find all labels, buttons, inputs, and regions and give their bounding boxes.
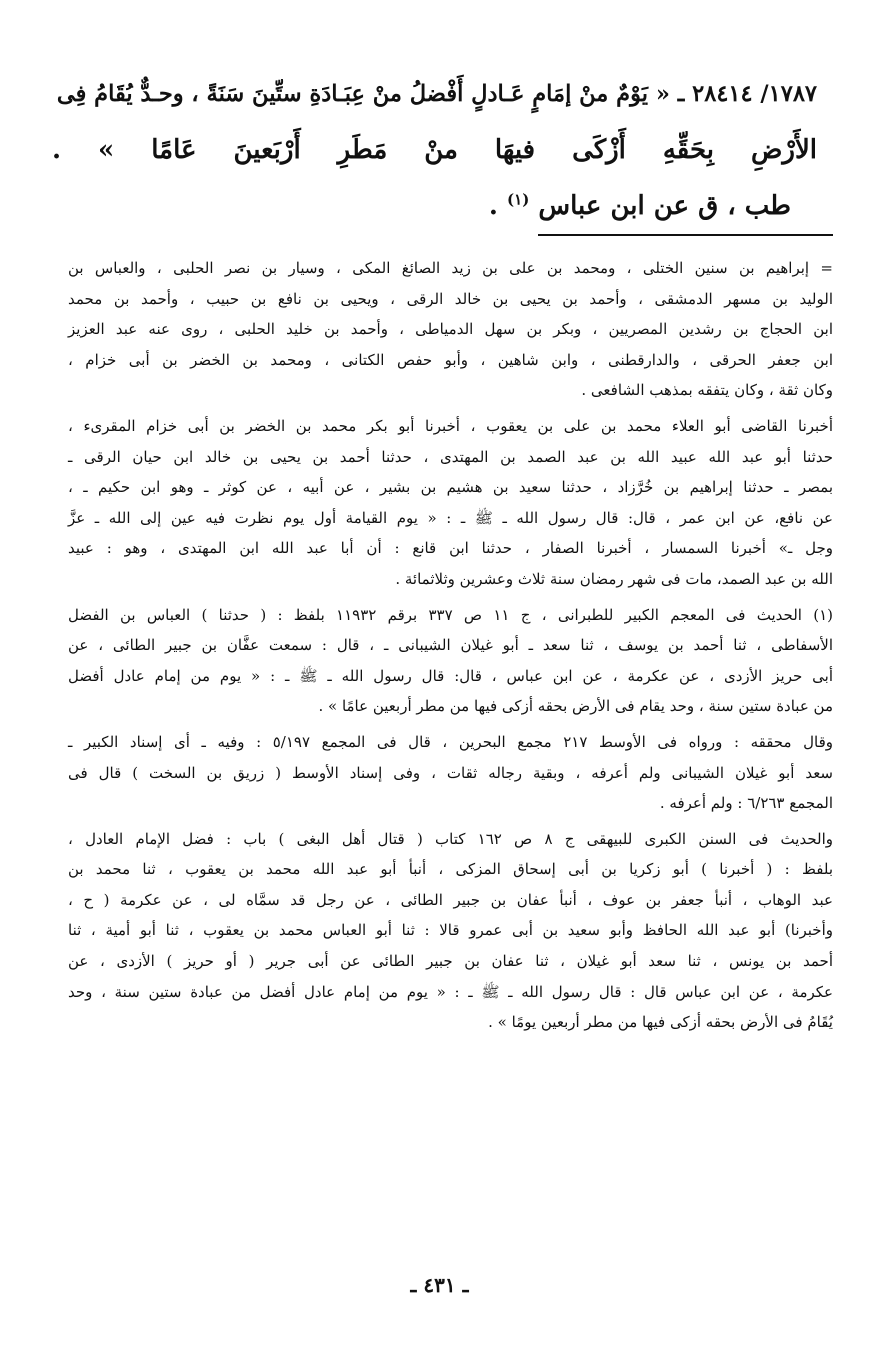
hadith-source	[52, 178, 817, 234]
hadith-text	[52, 66, 817, 234]
hadith-source-end: .	[488, 191, 508, 221]
footnote-line: والحديث فى السنن الكبرى للبيهقى ج ٨ ص ١٦٢ كتاب ( قتال أهل البغى ) باب : فضل الإمام العادل ،	[68, 829, 833, 848]
footnote-line: سعد أبو غيلان الشيبانى ولم أعرفه ، وبقية رجاله ثقات ، وفى إسناد الأوسط ( زريق بن السخت ) قال فى	[68, 763, 833, 782]
footnotes	[68, 253, 833, 1038]
footnote-line: أبى حريز الأزدى ، عن عكرمة ، عن ابن عباس ، قال: قال رسول الله ـ ﷺ ـ : « يوم من إمام عادل أفضل	[68, 666, 833, 685]
footnote-line: ابن جعفر الحرقى ، والدارقطنى ، وابن شاهين ، وأبو حفص الكتانى ، ومحمد بن الخضر بن أبى خزام ،	[68, 350, 833, 369]
footnote-line: المجمع ٦/٢٦٣ : ولم أعرفه .	[659, 794, 833, 813]
footnote-line: الوليد بن مسهر الدمشقى ، وأحمد بن يحيى بن خالد الرقى ، ويحيى بن نافع بن حبيب ، وأحمد بن محمد	[68, 289, 833, 308]
footnote-line: عن نافع، عن ابن عمر ، قال: قال رسول الله ـ ﷺ ـ : « يوم القيامة أول يوم نظرت فيه عين إلى الله ـ عزَّ	[68, 508, 833, 527]
footnote-line: وقال محققه : ورواه فى الأوسط ٢١٧ مجمع البحرين ، قال فى المجمع ٥/١٩٧ : وفيه ـ أى إسناد الكبير ـ	[68, 732, 833, 751]
hadith-line: ١٧٨٧/ ٢٨٤١٤ ـ « يَوْمٌ منْ إمَامٍ عَـادلٍ أَفْضلُ منْ عِبَـادَةِ ستِّينَ سَنَةً ، وحـدٌّ يُقَامُ فِى	[56, 81, 817, 107]
footnote-line: وجل ـ» أخبرنا السمسار ، أخبرنا الصفار ، حدثنا ابن قانع : أن أبا عبد الله ابن المهتدى ، وهو : عبيد	[68, 539, 833, 558]
footnote-line: (١) الحديث فى المعجم الكبير للطبرانى ، ج ١١ ص ٣٣٧ برقم ١١٩٣٢ بلفظ : ( حدثنا ) العباس بن الفضل	[68, 605, 833, 624]
footnote-line: الله بن عبد الصمد، مات فى شهر رمضان سنة ثلاث وعشرين وثلاثمائة .	[395, 569, 833, 588]
footnote-line: من عبادة ستين سنة ، وحد يقام فى الأرض بحقه أزكى فيها من مطر أربعين عامًا » .	[318, 697, 833, 716]
footnote-separator	[538, 234, 833, 236]
footnote-line: وأخبرنا) أبو عبد الله الحافظ وأبو سعيد بن أبى عمرو قالا : ثنا أبو العباس محمد بن يعقوب ، ثنا أبو أمية ، ثنا	[68, 921, 833, 940]
footnote-line: أحمد بن يونس ، ثنا سعد أبو غيلان ، ثنا عفان بن جبير الطائى عن أبى جرير ( أو حريز ) الأزدى ، عن	[68, 952, 833, 971]
footnote-line: عكرمة ، عن ابن عباس قال : قال رسول الله ـ ﷺ ـ : « يوم من إمام عادل أفضل من عبادة ستين سنة ، وحد	[68, 982, 833, 1001]
footnote-line: ابن الحجاج بن رشدين المصريين ، وبكر بن سهل الدمياطى ، وأحمد بن خليد الحلبى ، روى عنه عبد العزيز	[68, 320, 833, 339]
footnote-line: وكان ثقة ، وكان يتفقه بمذهب الشافعى .	[581, 381, 833, 400]
footnote-line: بلفظ : ( أخبرنا ) أبو زكريا بن أبى إسحاق المزكى ، أنبأ أبو عبد الله محمد بن يعقوب ، ثنا محمد بن	[68, 860, 833, 879]
footnote-line: الأسفاطى ، ثنا أحمد بن يوسف ، ثنا سعد ـ أبو غيلان الشيبانى ـ ، قال : سمعت عفَّان بن جبير الطائى ، عن	[68, 636, 833, 655]
footnote-line: عبد الوهاب ، أنبأ جعفر بن عوف ، أنبأ عفان بن جبير الطائى ، عن رجل قد سمَّاه لى ، عن عكرمة ( ح ،	[68, 890, 833, 909]
footnote-marker: (١)	[507, 190, 530, 209]
footnote-line: = إبراهيم بن سنين الختلى ، ومحمد بن على بن زيد الصائغ المكى ، وسيار بن نصر الحلبى ، والعباس بن	[68, 259, 833, 277]
page-number: ـ ٤٣١ ـ	[410, 1273, 469, 1297]
hadith-source-text: طب ، ق عن ابن عباس	[538, 191, 791, 221]
footnote-line: أخبرنا القاضى أبو العلاء محمد بن على بن يعقوب ، أخبرنا أبو بكر محمد بن الخضر بن أبى خزام المقرىء ،	[68, 416, 833, 435]
footnote-line: يُقَامُ فى الأرض بحقه أزكى فيها من مطر أربعين يومًا » .	[488, 1013, 833, 1032]
footnote-line: بمصر ـ حدثنا إبراهيم بن خُرَّزاد ، حدثنا سعيد بن هشيم بن بشير ، عن أبيه ، عن كوثر ـ وهو ابن حكيم ـ ،	[68, 478, 833, 497]
hadith-line: الأَرْضِ بِحَقِّهِ أَزْكَى فيهَا منْ مَطَرِ أَرْبَعينَ عَامًا » .	[52, 135, 817, 165]
footnote-line: حدثنا أبو عبد الله عبيد الله بن عبد الصمد بن المهتدى ، حدثنا أحمد بن يحيى بن خالد ابن حيان الرقى ـ	[68, 447, 833, 466]
